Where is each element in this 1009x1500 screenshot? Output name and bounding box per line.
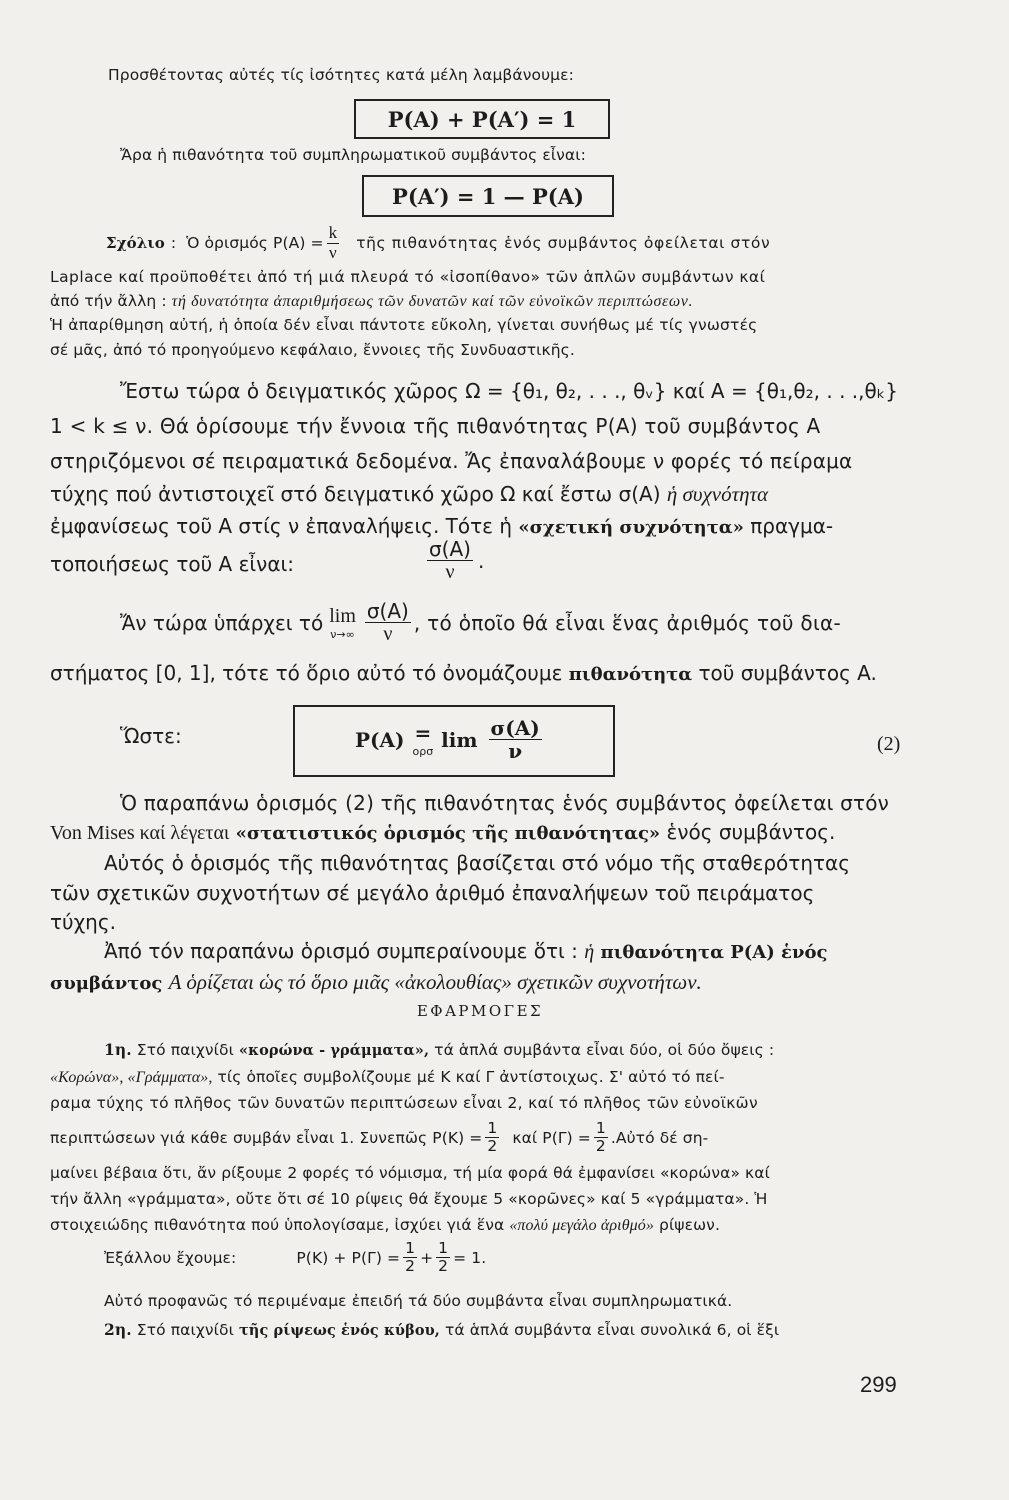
app1-line-2: «Κορώνα», «Γράμματα», τίς ὁποῖες συμβολίζουμε μέ K καί Γ ἀντίστοιχως. Σ' αὐτό τό πεί- bbox=[50, 1068, 725, 1086]
equation-number: (2) bbox=[877, 733, 901, 755]
fraction-k-over-nu: $\frac{k}{\nu}$ bbox=[328, 223, 338, 262]
definition-box bbox=[293, 705, 615, 777]
lim-operator: lim ν→∞ bbox=[329, 604, 356, 641]
formula-1: P(A) + P(A′) = 1 bbox=[387, 106, 577, 132]
intro-line: Προσθέτοντας αὐτές τίς ἰσότητες κατά μέλη λαμβάνουμε: bbox=[108, 66, 574, 84]
formula-2: P(A′) = 1 — P(A) bbox=[392, 183, 584, 209]
main-line-vonmises-1: Ὁ παραπάνω ὁρισμός (2) τῆς πιθανότητας ἑνός συμβάντος ὀφείλεται στόν bbox=[120, 791, 890, 815]
main-line-6: τοποιήσεως τοῦ A εἶναι: bbox=[50, 552, 295, 576]
app1-line-5: μαίνει βέβαια ὅτι, ἄν ρίξουμε 2 φορές τό νόμισμα, τή μία φορά θά ἐμφανίσει «κορώνα» καί bbox=[50, 1164, 770, 1182]
comment-line-4: Ἡ ἀπαρίθμηση αὐτή, ἡ ὁποία δέν εἶναι πάντοτε εὔκολη, γίνεται συνήθως μέ τίς γνωστές bbox=[50, 316, 758, 334]
comment-label: Σχόλιο bbox=[106, 234, 165, 253]
comment-line-1: Σχόλιο : Ὁ ὁρισμός P(A) = $\frac{k}{\nu}$ τῆς πιθανότητας ἑνός συμβάντος ὀφείλεται στόν bbox=[106, 223, 771, 262]
comment-line-5: σέ μᾶς, ἀπό τό προηγούμενο κεφάλαιο, ἔννοιες τῆς Συνδυαστικῆς. bbox=[50, 341, 575, 359]
main-line-3: στηριζόμενοι σέ πειραματικά δεδομένα. Ἄς ἐπαναλάβουμε ν φορές τό πείραμα bbox=[50, 449, 853, 473]
app1-line-8: Ἐξάλλου ἔχουμε: P(K) + P(Γ) = $\frac{1}{2}$ + $\frac{1}{2}$ = 1. bbox=[104, 1239, 487, 1276]
comment-line-3: ἀπό τήν ἄλλη : τή δυνατότητα ἀπαριθμήσεως τῶν δυνατῶν καί τῶν εὐνοϊκῶν περιπτώσεων. bbox=[50, 292, 694, 310]
app1-line-9: Αὐτό προφανῶς τό περιμέναμε ἐπειδή τά δύο συμβάντα εἶναι συμπληρωματικά. bbox=[104, 1292, 733, 1310]
limit-fraction: $\frac{\sigma(A)}{\nu}$ bbox=[366, 599, 409, 645]
main-line-5: ἐμφανίσεως τοῦ A στίς ν ἐπαναλήψεις. Τότε ἡ «σχετική συχνότητα» πραγμα- bbox=[50, 514, 834, 538]
app1-line-4: περιπτώσεων γιά κάθε συμβάν εἶναι 1. Συνεπῶς P(K) = $\frac{1}{2}$ καί P(Γ) = $\frac{1}{2}$ .Αὐτό δέ ση- bbox=[50, 1119, 709, 1156]
main-line-law-3: τύχης. bbox=[50, 910, 116, 934]
main-line-conclusion-2: συμβάντος A ὁρίζεται ὡς τό ὅριο μιᾶς «ἀκολουθίας» σχετικῶν συχνοτήτων. bbox=[50, 970, 702, 994]
app1-line-7: στοιχειώδης πιθανότητα πού ὑπολογίσαμε, ἰσχύει γιά ἕνα «πολύ μεγάλο ἀριθμό» ρίψεων. bbox=[50, 1216, 720, 1234]
app1-line-3: ραμα τύχης τό πλῆθος τῶν δυνατῶν περιπτώσεων εἶναι 2, καί τό πλῆθος τῶν εὐνοϊκῶν bbox=[50, 1094, 758, 1112]
applications-heading: ΕΦΑΡΜΟΓΕΣ bbox=[416, 1002, 544, 1020]
comment-line-2: Laplace καί προϋποθέτει ἀπό τή μιά πλευρά τό «ἰσοπίθανο» τῶν ἁπλῶν συμβάντων καί bbox=[50, 268, 766, 286]
formula-box-2 bbox=[362, 175, 614, 217]
main-line-1: Ἔστω τώρα ὁ δειγματικός χῶρος Ω = {θ₁, θ₂, . . ., θᵥ} καί A = {θ₁,θ₂, . . .,θₖ} bbox=[120, 379, 898, 403]
definition-formula: P(A) = ορσ lim $\frac{\sigma(A)}{\nu}$ bbox=[355, 716, 540, 763]
main-line-conclusion-1: Ἀπό τόν παραπάνω ὁρισμό συμπεραίνουμε ὅτι : ἡ πιθανότητα P(A) ἑνός bbox=[104, 939, 828, 963]
page-number: 299 bbox=[860, 1372, 897, 1397]
limit-line: Ἄν τώρα ὑπάρχει τό lim ν→∞ $\frac{\sigma(A)}{\nu}$ , τό ὁποῖο θά εἶναι ἕνας ἀριθμός τοῦ δια- bbox=[120, 599, 842, 645]
main-line-interval: στήματος [0, 1], τότε τό ὅριο αὐτό τό ὀνομάζουμε πιθανότητα τοῦ συμβάντος A. bbox=[50, 661, 877, 685]
hoste-label: Ὥστε: bbox=[120, 724, 182, 748]
formula-box-1 bbox=[354, 99, 610, 139]
app1-line-1: 1η. Στό παιχνίδι «κορώνα - γράμματα», τά ἁπλά συμβάντα εἶναι δύο, οἱ δύο ὄψεις : bbox=[104, 1040, 775, 1059]
app1-line-6: τήν ἄλλη «γράμματα», οὔτε ὅτι σέ 10 ρίψεις θά ἔχουμε 5 «κορῶνες» καί 5 «γράμματα». Ἡ bbox=[50, 1190, 768, 1208]
app2-line-1: 2η. Στό παιχνίδι τῆς ρίψεως ἑνός κύβου, τά ἁπλά συμβάντα εἶναι συνολικά 6, οἱ ἕξι bbox=[104, 1320, 780, 1339]
main-line-law-2: τῶν σχετικῶν συχνοτήτων σέ μεγάλο ἀριθμό ἐπαναλήψεων τοῦ πειράματος bbox=[50, 881, 815, 905]
main-line-vonmises-2: Von Mises καί λέγεται «στατιστικός ὁρισμός τῆς πιθανότητας» ἑνός συμβάντος. bbox=[50, 820, 836, 844]
relative-frequency-fraction: $\frac{\sigma(A)}{\nu}$ . bbox=[429, 537, 485, 583]
conclusion-line: Ἄρα ἡ πιθανότητα τοῦ συμπληρωματικοῦ συμβάντος εἶναι: bbox=[120, 146, 586, 164]
main-line-4: τύχης πού ἀντιστοιχεῖ στό δειγματικό χῶρο Ω καί ἔστω σ(A) ἡ συχνότητα bbox=[50, 482, 769, 506]
main-line-2: 1 < k ≤ ν. Θά ὁρίσουμε τήν ἔννοια τῆς πιθανότητας P(A) τοῦ συμβάντος A bbox=[50, 414, 821, 438]
main-line-law-1: Αὐτός ὁ ὁρισμός τῆς πιθανότητας βασίζεται στό νόμο τῆς σταθερότητας bbox=[104, 851, 850, 875]
